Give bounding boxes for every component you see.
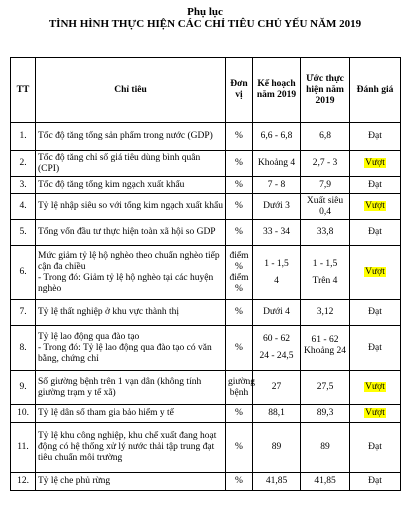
assessment-cell: Đạt (350, 300, 401, 326)
table-header-row (11, 58, 401, 123)
table-row (11, 473, 401, 491)
assessment-cell: Đạt (350, 220, 401, 246)
plan-sub: 24 - 24,5 (259, 351, 294, 361)
plan-sub: 4 (274, 275, 279, 286)
assessment-cell (350, 194, 401, 220)
table-row (11, 220, 401, 246)
estimate-cell: 89,3 (301, 405, 350, 423)
exceeded-highlight: Vượt (365, 267, 385, 277)
col-header-unit: Đơn vị (226, 58, 253, 123)
estimate-cell: 3,12 (301, 300, 350, 326)
indicator-cell: Tốc độ tăng tổng sản phẩm trong nước (GDP) (36, 123, 226, 151)
row-number: 8. (11, 326, 36, 371)
plan-cell (253, 246, 301, 300)
exceeded-highlight: Vượt (365, 382, 385, 392)
row-number: 9. (11, 371, 36, 405)
indicator-cell: Tỷ lệ thất nghiệp ở khu vực thành thị (36, 300, 226, 326)
row-number: 3. (11, 177, 36, 194)
indicator-cell: Tỷ lệ nhập siêu so với tổng kim ngạch xuất khẩu (36, 194, 226, 220)
indicator-cell: Tỷ lệ khu công nghiệp, khu chế xuất đang hoạt động có hệ thống xử lý nước thải tập trung đạt tiêu chuẩn môi trường (36, 423, 226, 473)
plan-cell: 89 (253, 423, 301, 473)
table-row (11, 423, 401, 473)
estimate-cell: 89 (301, 423, 350, 473)
table-row (11, 371, 401, 405)
indicator-sub: - Trong đó: Tỷ lệ lao động qua đào tạo có văn bằng, chứng chỉ (38, 342, 212, 364)
plan-main: 60 - 62 (263, 334, 290, 344)
plan-cell: 33 - 34 (253, 220, 301, 246)
unit-cell: % (226, 405, 253, 423)
assessment-cell (350, 246, 401, 300)
estimate-cell: Xuất siêu 0,4 (301, 194, 350, 220)
plan-cell: Dưới 4 (253, 300, 301, 326)
estimate-cell (301, 326, 350, 371)
appendix-label: Phụ lục (187, 6, 223, 18)
col-header-estimate: Ước thực hiện năm 2019 (301, 58, 350, 123)
assessment-cell: Đạt (350, 123, 401, 151)
plan-main: 1 - 1,5 (264, 258, 289, 269)
unit-cell: % (226, 473, 253, 491)
indicator-cell (36, 326, 226, 371)
estimate-cell: 41,85 (301, 473, 350, 491)
row-number: 11. (11, 423, 36, 473)
unit-cell: % (226, 123, 253, 151)
assessment-cell (350, 151, 401, 177)
table-row (11, 246, 401, 300)
estimate-cell: 2,7 - 3 (301, 151, 350, 177)
estimate-main: 61 - 62 (311, 334, 339, 345)
assessment-cell: Đạt (350, 473, 401, 491)
plan-cell: 41,85 (253, 473, 301, 491)
table-row (11, 123, 401, 151)
table-row (11, 177, 401, 194)
assessment-cell (350, 371, 401, 405)
estimate-sub: Trên 4 (312, 275, 338, 286)
table-row (11, 405, 401, 423)
assessment-cell: Đạt (350, 326, 401, 371)
indicator-cell: Số giường bệnh trên 1 vạn dân (không tính giường trạm y tế xã) (36, 371, 226, 405)
estimate-cell: 33,8 (301, 220, 350, 246)
unit-sub: điểm % (229, 272, 249, 294)
row-number: 4. (11, 194, 36, 220)
estimate-cell: 7,9 (301, 177, 350, 194)
col-header-plan: Kế hoạch năm 2019 (253, 58, 301, 123)
plan-cell: Dưới 3 (253, 194, 301, 220)
assessment-cell: Đạt (350, 423, 401, 473)
indicator-cell (36, 246, 226, 300)
row-number: 10. (11, 405, 36, 423)
unit-main: điểm % (229, 250, 249, 272)
unit-cell: giường bệnh (226, 371, 253, 405)
indicator-sub: - Trong đó: Giảm tỷ lệ hộ nghèo tại các huyện nghèo (38, 272, 214, 294)
assessment-cell: Đạt (350, 177, 401, 194)
unit-cell: % (226, 220, 253, 246)
estimate-cell: 27,5 (301, 371, 350, 405)
plan-cell: 6,6 - 6,8 (253, 123, 301, 151)
assessment-cell (350, 405, 401, 423)
indicators-table (10, 57, 401, 491)
unit-cell: % (226, 300, 253, 326)
unit-cell: % (226, 423, 253, 473)
table-row (11, 194, 401, 220)
indicator-cell: Tỷ lệ dân số tham gia bảo hiểm y tế (36, 405, 226, 423)
indicator-main: Tỷ lệ lao động qua đào tạo (38, 331, 140, 342)
row-number: 12. (11, 473, 36, 491)
plan-cell (253, 326, 301, 371)
page-title: TÌNH HÌNH THỰC HIỆN CÁC CHỈ TIÊU CHỦ YẾU NĂM 2019 (48, 18, 362, 30)
exceeded-highlight: Vượt (365, 408, 385, 418)
col-header-tt: TT (11, 58, 36, 123)
plan-cell: 88,1 (253, 405, 301, 423)
indicator-cell: Tỷ lệ che phủ rừng (36, 473, 226, 491)
col-header-assessment: Đánh giá (350, 58, 401, 123)
plan-cell: 27 (253, 371, 301, 405)
unit-cell: % (226, 194, 253, 220)
unit-cell (226, 246, 253, 300)
table-row (11, 300, 401, 326)
unit-cell: % (226, 326, 253, 371)
table-row (11, 151, 401, 177)
unit-cell: % (226, 151, 253, 177)
row-number: 1. (11, 123, 36, 151)
row-number: 7. (11, 300, 36, 326)
estimate-cell (301, 246, 350, 300)
indicator-cell: Tổng vốn đầu tư thực hiện toàn xã hội so GDP (36, 220, 226, 246)
row-number: 2. (11, 151, 36, 177)
indicator-main: Mức giảm tỷ lệ hộ nghèo theo chuẩn nghèo tiếp cận đa chiều (38, 250, 220, 272)
row-number: 6. (11, 246, 36, 300)
estimate-sub: Khoảng 24 (304, 345, 346, 356)
estimate-cell: 6,8 (301, 123, 350, 151)
indicator-cell: Tốc độ tăng tổng kim ngạch xuất khẩu (36, 177, 226, 194)
plan-cell: Khoảng 4 (253, 151, 301, 177)
unit-cell: % (226, 177, 253, 194)
indicator-cell: Tốc độ tăng chỉ số giá tiêu dùng bình quân (CPI) (36, 151, 226, 177)
table-row (11, 326, 401, 371)
estimate-main: 1 - 1,5 (312, 258, 338, 269)
exceeded-highlight: Vượt (365, 201, 385, 211)
col-header-indicator: Chỉ tiêu (36, 58, 226, 123)
row-number: 5. (11, 220, 36, 246)
exceeded-highlight: Vượt (365, 158, 385, 168)
plan-cell: 7 - 8 (253, 177, 301, 194)
